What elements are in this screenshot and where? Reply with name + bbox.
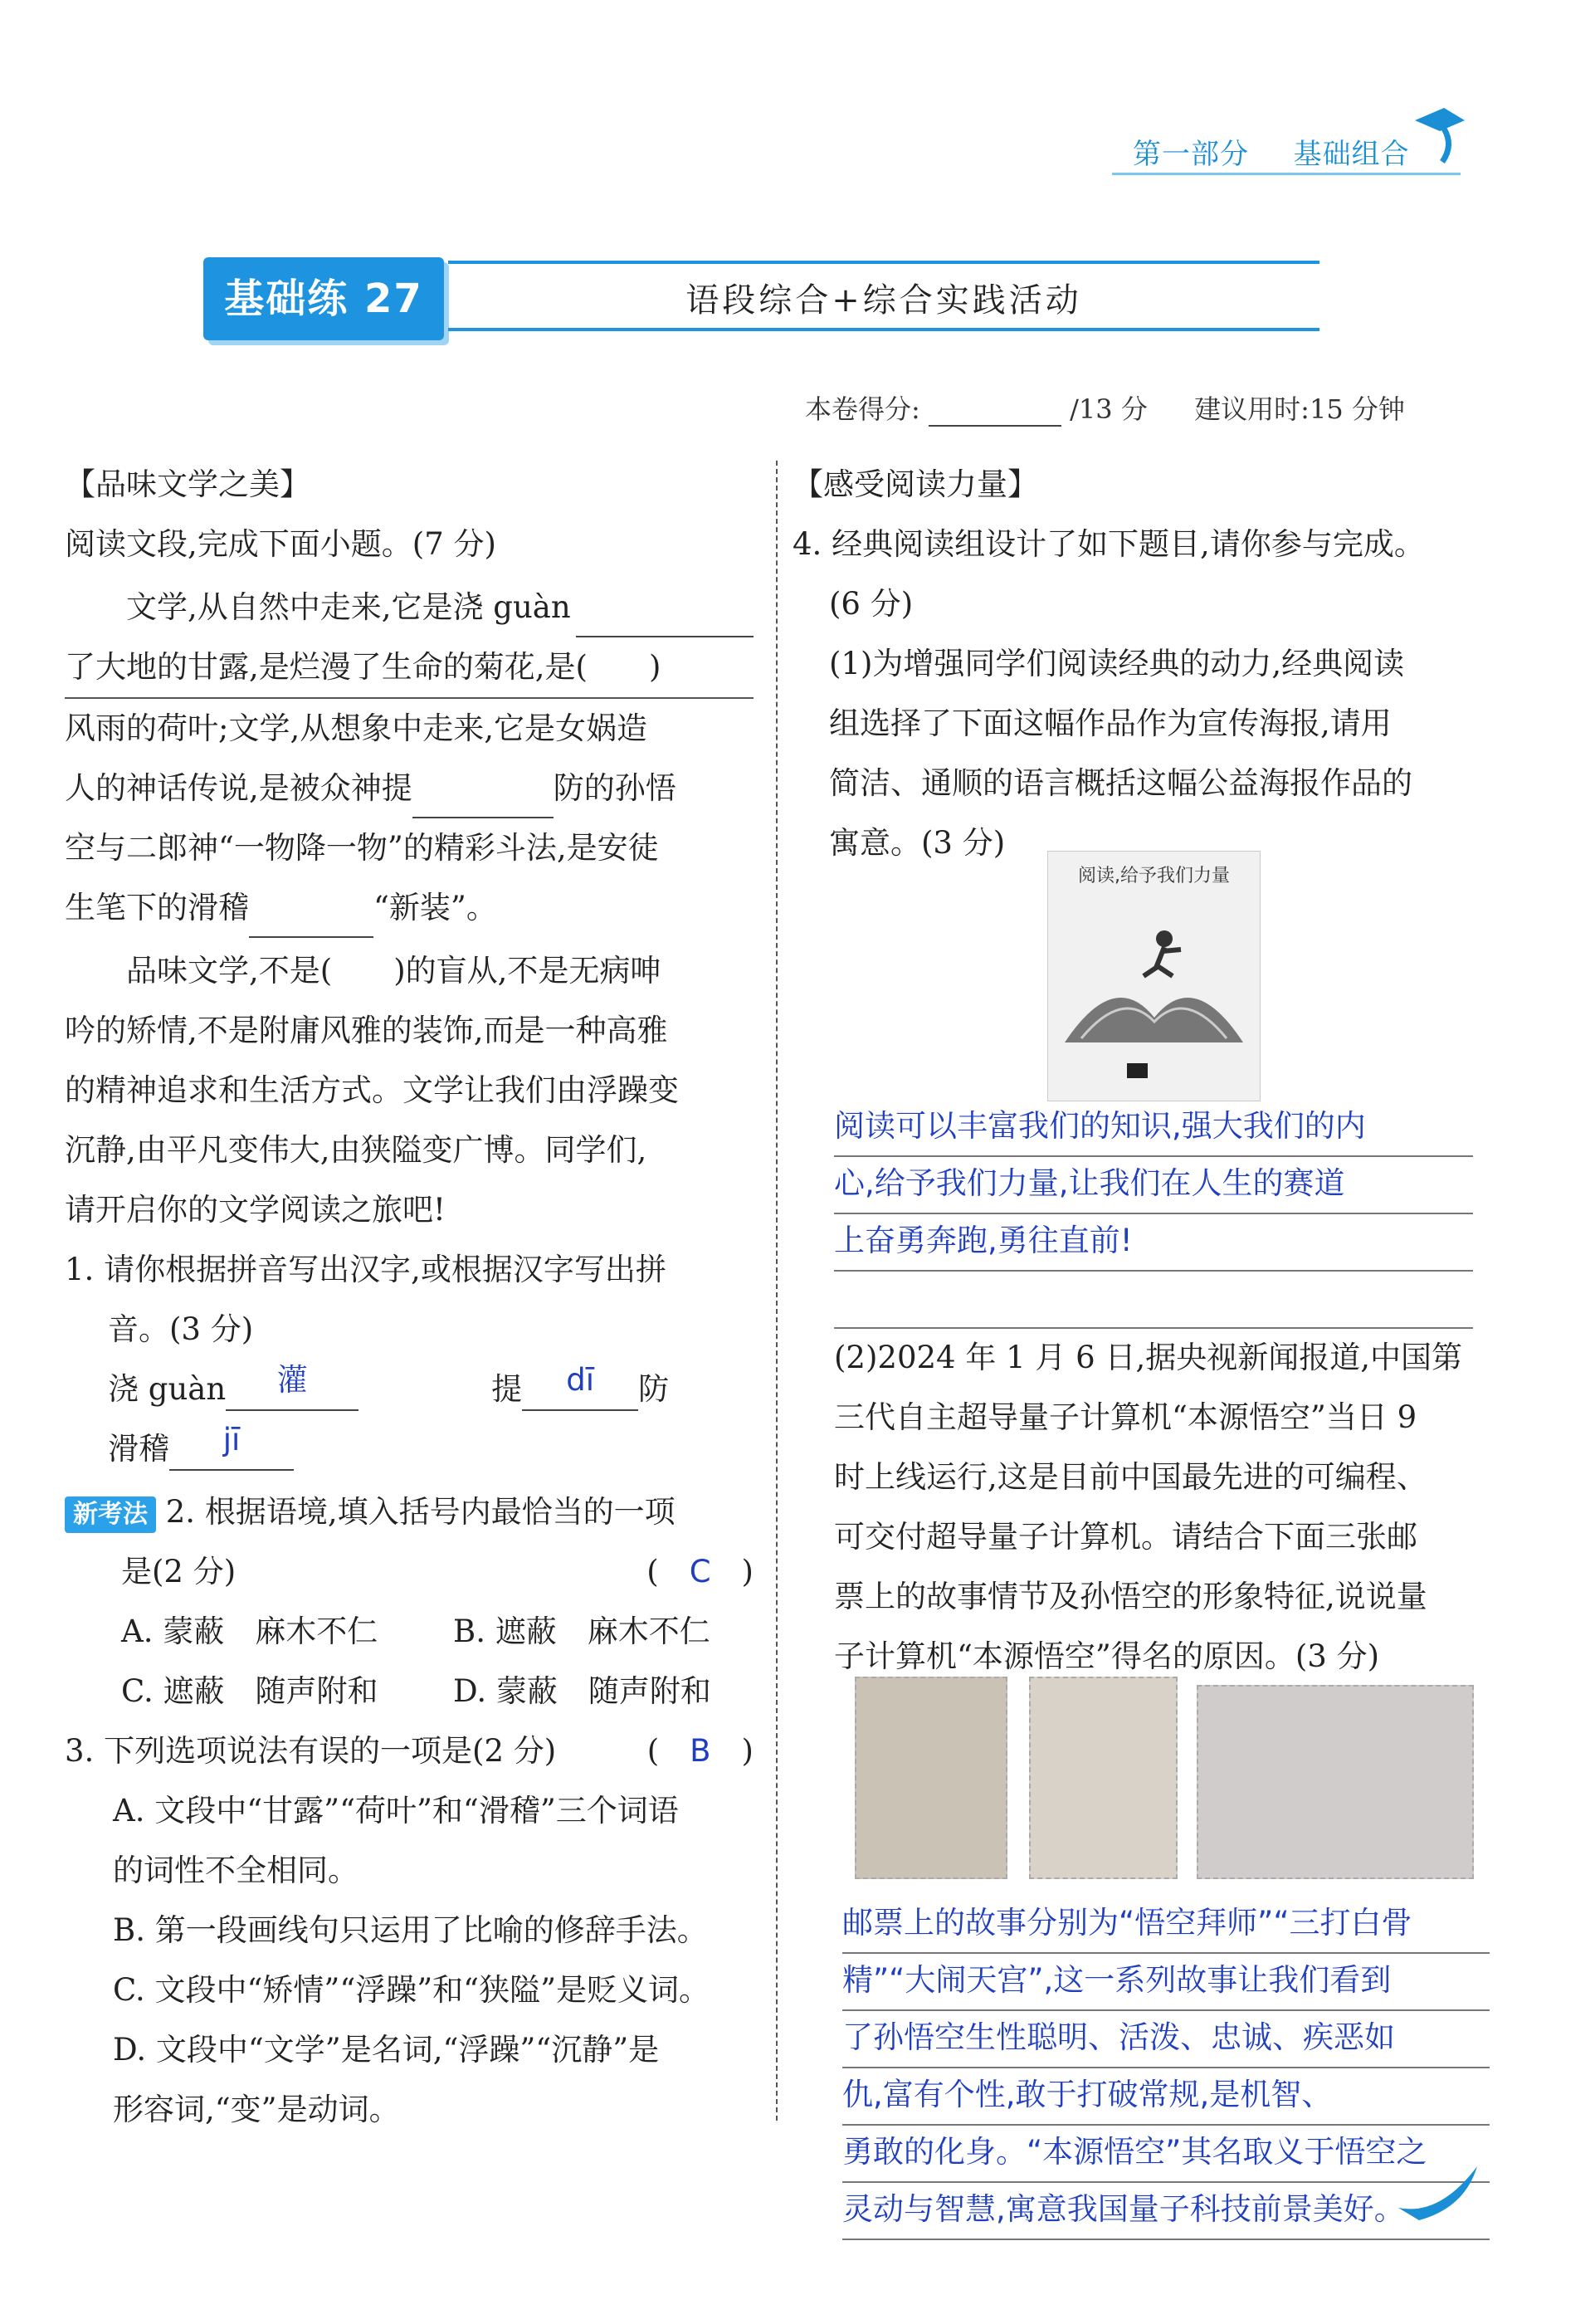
header-section-label: 基础组合 bbox=[1293, 138, 1410, 171]
title-rule-top bbox=[448, 261, 1319, 264]
answer-2-lines bbox=[842, 1897, 1490, 2240]
passage-line: 的精神追求和生活方式。文学让我们由浮躁变 bbox=[65, 1072, 679, 1108]
option-d: D. 文段中“文学”是名词,“浮躁”“沉静”是 bbox=[113, 2032, 660, 2068]
answer-line: 心,给予我们力量,让我们在人生的赛道 bbox=[834, 1157, 1473, 1214]
passage-line-underlined: 了大地的甘露,是烂漫了生命的菊花,是( ) bbox=[65, 637, 754, 699]
question-3-text: 3. 下列选项说法有误的一项是(2 分) bbox=[65, 1733, 557, 1769]
reading-poster-image bbox=[1047, 851, 1261, 1101]
question-4-2-text: 票上的故事情节及孙悟空的形象特征,说说量 bbox=[834, 1579, 1427, 1614]
question-3 bbox=[65, 1721, 754, 2140]
answer-di: dī bbox=[522, 1360, 638, 1411]
answer-line: 阅读可以丰富我们的知识,强大我们的内 bbox=[834, 1100, 1473, 1157]
answer-line: 灵动与智慧,寓意我国量子科技前景美好。 bbox=[842, 2183, 1490, 2240]
passage-line: 请开启你的文学阅读之旅吧! bbox=[65, 1192, 446, 1228]
exercise-subtitle: 语段综合+综合实践活动 bbox=[685, 281, 1082, 320]
question-4-2 bbox=[834, 1328, 1515, 1687]
title-rule-bottom bbox=[448, 328, 1319, 331]
question-4-2-text: 子计算机“本源悟空”得名的原因。(3 分) bbox=[834, 1638, 1380, 1674]
answer-guan: 灌 bbox=[226, 1360, 359, 1411]
question-1-answers-row bbox=[65, 1419, 754, 1479]
option-b: B. 遮蔽 麻木不仁 bbox=[453, 1614, 710, 1649]
passage-line: 品味文学,不是( )的盲从,不是无病呻 bbox=[65, 953, 661, 989]
passage-line bbox=[65, 759, 754, 818]
question-4-2-text: 时上线运行,这是目前中国最先进的可编程、 bbox=[834, 1459, 1427, 1495]
score-label: 本卷得分: bbox=[805, 393, 920, 425]
answer-bracket: ( B ) bbox=[646, 1733, 754, 1769]
stamp-three-battles-image bbox=[1029, 1677, 1178, 1879]
score-total: /13 分 bbox=[1070, 393, 1148, 425]
passage-paragraph-2 bbox=[65, 941, 754, 1240]
answer-line: 上奋勇奔跑,勇往直前! bbox=[834, 1214, 1473, 1272]
question-1-stem: 1. 请你根据拼音写出汉字,或根据汉字写出拼 bbox=[65, 1252, 666, 1287]
question-4-1-text: 寓意。(3 分) bbox=[829, 825, 1006, 861]
stamp-havoc-heaven-image bbox=[1197, 1685, 1474, 1879]
passage-line bbox=[65, 578, 754, 637]
right-column bbox=[793, 455, 1523, 873]
passage-line: 风雨的荷叶;文学,从想象中走来,它是女娲造 bbox=[65, 710, 647, 746]
answer-label: 防 bbox=[638, 1371, 670, 1407]
options-row bbox=[65, 1602, 754, 1662]
passage-line: 沉静,由平凡变伟大,由狭隘变广博。同学们, bbox=[65, 1132, 647, 1168]
passage-line: 空与二郎神“一物降一物”的精彩斗法,是安徒 bbox=[65, 830, 659, 866]
answer-label: 提 bbox=[491, 1371, 523, 1407]
question-3-stem bbox=[65, 1721, 754, 1781]
question-4-1-text: (1)为增强同学们阅读经典的动力,经典阅读 bbox=[829, 646, 1405, 681]
option-b: B. 第一段画线句只运用了比喻的修辞手法。 bbox=[113, 1912, 708, 1948]
question-3-options bbox=[65, 1781, 754, 2140]
answer-bracket: ( C ) bbox=[646, 1554, 754, 1589]
option-d-cont: 形容词,“变”是动词。 bbox=[113, 2092, 400, 2127]
option-c: C. 遮蔽 随声附和 bbox=[121, 1673, 378, 1709]
answer-1-lines bbox=[834, 1100, 1473, 1329]
passage-text: “新装”。 bbox=[373, 890, 497, 925]
wave-decoration-icon bbox=[1394, 2158, 1485, 2224]
question-4-2-text: (2)2024 年 1 月 6 日,据央视新闻报道,中国第 bbox=[834, 1340, 1462, 1375]
section-heading-left: 【品味文学之美】 bbox=[65, 466, 310, 502]
score-blank bbox=[929, 397, 1061, 427]
question-3-answer: B bbox=[690, 1733, 711, 1769]
question-2-text: 是(2 分) bbox=[121, 1554, 237, 1589]
mortarboard-icon bbox=[1411, 100, 1469, 166]
passage-text: 文学,从自然中走来,它是浇 guàn bbox=[65, 589, 571, 625]
question-2-stem bbox=[65, 1482, 754, 1542]
answer-line: 邮票上的故事分别为“悟空拜师”“三打白骨 bbox=[842, 1897, 1490, 1954]
passage-text: 生笔下的滑稽 bbox=[65, 890, 249, 925]
exercise-title-badge: 基础练 27 bbox=[203, 257, 444, 340]
answer-line: 了孙悟空生性聪明、活泼、忠诚、疾恶如 bbox=[842, 2011, 1490, 2068]
blank-guan bbox=[576, 594, 754, 637]
answer-line: 精”“大闹天宫”,这一系列故事让我们看到 bbox=[842, 1954, 1490, 2011]
left-column bbox=[65, 455, 754, 2140]
option-c: C. 文段中“矫情”“浮躁”和“狭隘”是贬义词。 bbox=[113, 1972, 710, 2008]
passage-line bbox=[65, 878, 754, 938]
header-underline bbox=[1112, 173, 1461, 175]
score-bar bbox=[805, 388, 1405, 427]
option-a: A. 文段中“甘露”“荷叶”和“滑稽”三个词语 bbox=[113, 1793, 679, 1828]
header-part bbox=[1133, 131, 1410, 172]
section-heading-right: 【感受阅读力量】 bbox=[793, 466, 1038, 502]
option-a: A. 蒙蔽 麻木不仁 bbox=[121, 1614, 378, 1649]
passage-paragraph-1 bbox=[65, 578, 754, 938]
answer-line bbox=[834, 1272, 1473, 1329]
question-2-stem-cont bbox=[65, 1542, 754, 1602]
new-method-badge: 新考法 bbox=[65, 1496, 156, 1533]
answer-label: 浇 guàn bbox=[108, 1371, 227, 1407]
blank-ti bbox=[412, 775, 554, 818]
question-1 bbox=[65, 1240, 754, 1479]
reading-intro: 阅读文段,完成下面小题。(7 分) bbox=[65, 526, 496, 562]
option-d: D. 蒙蔽 随声附和 bbox=[453, 1673, 711, 1709]
question-2-text: 2. 根据语境,填入括号内最恰当的一项 bbox=[165, 1494, 676, 1530]
question-1-answers-row bbox=[65, 1360, 754, 1419]
question-1-stem-cont: 音。(3 分) bbox=[108, 1311, 254, 1347]
suggested-time: 建议用时:15 分钟 bbox=[1194, 393, 1405, 425]
open-book-illustration bbox=[1048, 852, 1260, 1101]
question-4-stem-cont: (6 分) bbox=[829, 586, 914, 622]
stamps-row bbox=[855, 1677, 1485, 1884]
blank-ji bbox=[249, 895, 373, 938]
option-a-cont: 的词性不全相同。 bbox=[113, 1853, 359, 1888]
options-row bbox=[65, 1662, 754, 1721]
poster-caption: 阅读,给予我们力量 bbox=[1078, 866, 1230, 886]
question-2-answer: C bbox=[689, 1554, 711, 1589]
question-4-1 bbox=[793, 634, 1523, 873]
question-2 bbox=[65, 1482, 754, 1721]
answer-line: 仇,富有个性,敢于打破常规,是机智、 bbox=[842, 2068, 1490, 2126]
answer-ji: jī bbox=[169, 1419, 294, 1471]
passage-text: 人的神话传说,是被众神提 bbox=[65, 770, 412, 806]
answer-label: 滑稽 bbox=[108, 1431, 169, 1467]
question-4-stem: 4. 经典阅读组设计了如下题目,请你参与完成。 bbox=[793, 526, 1425, 562]
question-4-1-text: 简洁、通顺的语言概括这幅公益海报作品的 bbox=[829, 765, 1412, 801]
question-4-2-text: 可交付超导量子计算机。请结合下面三张邮 bbox=[834, 1519, 1417, 1555]
header-part-label: 第一部分 bbox=[1133, 138, 1249, 171]
column-divider bbox=[776, 461, 778, 2121]
stamp-monkey-apprentice-image bbox=[855, 1677, 1007, 1879]
passage-line: 吟的矫情,不是附庸风雅的装饰,而是一种高雅 bbox=[65, 1013, 668, 1048]
question-4-2-text: 三代自主超导量子计算机“本源悟空”当日 9 bbox=[834, 1399, 1417, 1435]
answer-line: 勇敢的化身。“本源悟空”其名取义于悟空之 bbox=[842, 2126, 1490, 2183]
question-4-1-text: 组选择了下面这幅作品作为宣传海报,请用 bbox=[829, 706, 1392, 741]
passage-text: 防的孙悟 bbox=[553, 770, 676, 806]
